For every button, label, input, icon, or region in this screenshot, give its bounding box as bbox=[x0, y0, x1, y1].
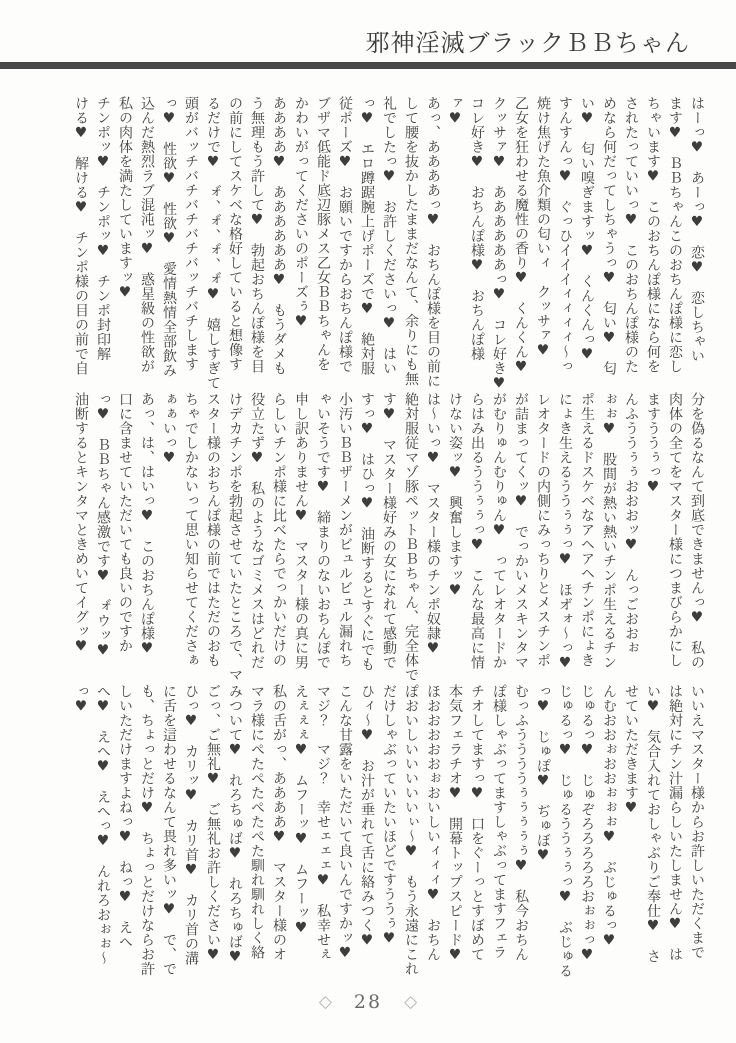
text-column: めなら何だってしちゃうっ♥ 匂い♥ 匂 bbox=[601, 96, 617, 376]
text-band-3 bbox=[40, 684, 708, 978]
text-column: んむおおぉおおぉぉぉ♥ ぶじゅるっ♥ bbox=[601, 684, 617, 949]
text-column: 込んだ熱烈ラブ混沌ッ♥ 惑星級の性欲が bbox=[139, 96, 155, 374]
text-column: 乙女を狂わせる魔性の香り♥ くんくん♥ bbox=[513, 96, 529, 376]
text-column: は～いっ♥ マスター様のチンポ奴隷♥ bbox=[425, 392, 441, 657]
text-column: は絶対にチン汁漏らしいたしません♥ は bbox=[667, 684, 683, 962]
text-column: レオタードの内側にみっちりとメスチンポ bbox=[535, 392, 551, 668]
text-area bbox=[0, 69, 736, 978]
text-column: だけしゃぶっていたいほどですううぅ♥ bbox=[381, 684, 397, 947]
text-column: が詰まってくッ♥ でっかいメスキンタマ bbox=[513, 392, 529, 670]
page-footer bbox=[0, 991, 736, 1013]
text-column: にょき生えるううぅぅっ♥ ほオ゙ォ～っ♥ bbox=[557, 392, 573, 672]
diamond-left-icon: ◇ bbox=[318, 991, 332, 1012]
text-column: 礼でしたっ♥ お許しくださいっ♥ はい bbox=[381, 96, 397, 376]
text-column: ちゃでしかないって思い知らせてくださぁ bbox=[183, 392, 199, 668]
text-column: スター様のおちんぽ様の前ではただのおも bbox=[205, 392, 221, 668]
text-column: ァ♥ bbox=[447, 96, 463, 127]
page-header bbox=[0, 0, 736, 62]
text-column: すっ♥ はひっ♥ 油断するとすぐにでも bbox=[359, 392, 375, 672]
text-column: へ♥ えへ♥ えへっ♥ んれろおぉぉ～ bbox=[95, 684, 111, 966]
text-column: 分を偽るなんて到底できませんっ♥ 私の bbox=[689, 392, 705, 670]
text-column: ポ生えるドスケベなアヘアヘチンポにょき bbox=[579, 392, 595, 668]
text-column: んふううぅぅおおおッ♥ んっごおおぉ bbox=[623, 392, 639, 655]
text-column: 油断するとキンタマときめいてイグッ♥ bbox=[73, 392, 89, 655]
text-column: むっふううううぅぅぅぅぅ♥ 私今おちん bbox=[513, 684, 529, 962]
text-column: 役立たず♥ 私のようなゴミメスはどれだ bbox=[249, 392, 265, 670]
text-column: 従ポーズ♥ お願いですからおちんぽ様で bbox=[337, 96, 353, 374]
text-column: ます♥ ＢＢちゃんこのおちんぽ様に恋し bbox=[667, 96, 683, 374]
page-number: 28 bbox=[353, 991, 383, 1013]
text-column: らしいチンポ様に比べたらでっかいだけの bbox=[271, 392, 287, 668]
text-column: マジ？ マジ？ 幸せェェェ♥ 私幸せぇ bbox=[315, 684, 331, 962]
text-column: い♥ 匂い嗅ぎますッ♥ くんくんっ♥ bbox=[579, 96, 595, 363]
text-column: う無理もう許して♥ 勃起おちんぽ様を目 bbox=[249, 96, 265, 374]
text-column: すんすんっ♥ ぐっひイイイィィィィ～っ bbox=[557, 96, 573, 374]
text-column: ぽおいしいいいいいぃ～♥ もう永遠にこれ bbox=[403, 684, 419, 976]
text-band-1 bbox=[40, 96, 708, 392]
text-column: っ♥ bbox=[73, 684, 89, 715]
text-column: 小汚いＢＢザーメンがビュルビュル漏れち bbox=[337, 392, 353, 668]
text-column: ひィ～♥ お汁が垂れて舌に絡みつく♥ bbox=[359, 684, 375, 949]
text-column: しいただけますよねっ♥ ねっ♥ えへ bbox=[117, 684, 133, 949]
text-column: チンポッ♥ チンポッ♥ チンポ封印解 bbox=[95, 96, 111, 361]
text-column: されたっていいっ♥ このおちんぽ様のた bbox=[623, 96, 639, 374]
text-column: マラ様にぺたぺたぺたぺた馴れ馴れしく絡 bbox=[249, 684, 265, 960]
text-column: るだけで♥ ォ゙、ォ゙、ォ゙、ォ゙♥ 嬉しすぎて bbox=[205, 96, 221, 390]
text-column: じゅるっ♥ じゅぞろろろろろおぉぉっ♥ bbox=[579, 684, 595, 964]
text-band-2 bbox=[40, 392, 708, 682]
text-column: っ♥ エロ蹲踞腕上げポーズで♥ 絶対服 bbox=[359, 96, 375, 376]
text-column: えぇぇぇ♥ ムフーッ♥ ムフーッ♥ bbox=[293, 684, 309, 937]
text-column: 私の肉体を満たしていますッ♥ bbox=[117, 96, 133, 301]
text-column: ける♥ 解ける♥ チンポ様の目の前で自 bbox=[73, 96, 89, 376]
text-column: みついて♥ れろちゅば♥ れろちゅば♥ bbox=[227, 684, 243, 966]
text-column: けデカチンポを勃起させていたところで、マ bbox=[227, 392, 243, 682]
text-column: っ♥ じゅぽ♥ ぢゅぼ♥ bbox=[535, 684, 551, 864]
text-column: 頭がバッチバチバチバチバッチバチします bbox=[183, 96, 199, 372]
text-column: も、ちょっとだけ♥ ちょっとだけならお許 bbox=[139, 684, 155, 976]
text-column: ブザマ低能ド底辺豚メス乙女ＢＢちゃんを bbox=[315, 96, 331, 372]
text-column: ちゃいます♥ このおちんぽ様になら何を bbox=[645, 96, 661, 374]
text-column: こんな甘露をいただいて良いんですかッ♥ bbox=[337, 684, 353, 962]
text-column: ごっ、ご無礼♥ ご無礼お許しください♥ bbox=[205, 684, 221, 964]
text-column: チオしてますっ♥ 口をぐーっとすぼめて bbox=[469, 684, 485, 962]
text-column: がむりゅんむりゅん♥ ってレオタードか bbox=[491, 392, 507, 670]
text-column: 肉体の全てをマスター様につまびらかにし bbox=[667, 392, 683, 668]
text-column: らはみ出るううぅぅっ♥ こんな最高に情 bbox=[469, 392, 485, 670]
text-column: ぽ様しゃぶってますしゃぶってますフェラ bbox=[491, 684, 507, 960]
text-column: 口に含ませていただいても良いのですか bbox=[117, 392, 133, 653]
text-column: い♥ 気合入れておしゃぶりご奉仕♥ さ bbox=[645, 684, 661, 964]
text-column: ひっ♥ カリッ♥ カリ首♥ カリ首の溝 bbox=[183, 684, 199, 966]
text-column: ますううぅっ♥ bbox=[645, 392, 661, 496]
text-column: 申し訳ありません♥ マスター様の真に男 bbox=[293, 392, 309, 670]
text-column: はーっ♥ あーっ♥ 恋♥ 恋しちゃい bbox=[689, 96, 705, 363]
text-column: じゅるっ♥ じゅるううぅぅっ♥ ぶじゅる bbox=[557, 684, 573, 978]
text-column: 本気フェラチオ♥ 開幕トップスピード♥ bbox=[447, 684, 463, 964]
text-column: クッサァ♥ ああああああっ♥ コレ好き♥ bbox=[491, 96, 507, 392]
text-column: して腰を抜かしたままだなんて、余りにも無 bbox=[403, 96, 419, 386]
text-column: ほおおおおおぉおいしいィィィ♥ おちん bbox=[425, 684, 441, 962]
text-column: 絶対服従マゾ豚ペットＢＢちゃん、完全体で bbox=[403, 392, 419, 682]
text-column: っ♥ ＢＢちゃん感激です♥ ォ゙ウッ♥ bbox=[95, 392, 111, 659]
text-column: けない姿ッ♥ 興奮しますッ♥ bbox=[447, 392, 463, 599]
header-rule bbox=[0, 62, 736, 69]
text-column: かわいがってくださいのポーズぅ♥ bbox=[293, 96, 309, 330]
text-column: ぁぁいっ♥ bbox=[161, 392, 177, 467]
text-column: 私の舌がっ、ああああ♥ マスター様のオ bbox=[271, 684, 287, 962]
text-column: あっ、は、はいっ♥ このおちんぽ様♥ bbox=[139, 392, 155, 657]
text-column: せていただきます♥ bbox=[623, 684, 639, 817]
text-column: あっ、ああああっ♥ おちんぽ様を目の前に bbox=[425, 96, 441, 388]
text-column: ゃいそうです♥ 締まりのないおちんぽで bbox=[315, 392, 331, 670]
text-column: 焼け焦げた魚介類の匂いィ クッサァ♥ bbox=[535, 96, 551, 359]
text-column: す♥ マスター様好みの女になれて感動で bbox=[381, 392, 397, 670]
diamond-right-icon: ◇ bbox=[404, 991, 418, 1012]
text-column: ああああ♥ ああああああ♥ もうダメも bbox=[271, 96, 287, 376]
page-title: 邪神淫滅ブラックＢＢちゃん bbox=[365, 29, 690, 57]
text-column: ぉぉ♥ 股間が熱い熱いチンポ生えるチン bbox=[601, 392, 617, 670]
text-column: に舌を這わせるなんて畏れ多いッ♥ で、で bbox=[161, 684, 177, 976]
text-column: の前にしてスケベな格好していると想像す bbox=[227, 96, 243, 372]
text-column: いいえマスター様からお許しいただくまで bbox=[689, 684, 705, 960]
text-column: コレ好き♥ おちんぽ様♥ おちんぽ様 bbox=[469, 96, 485, 361]
text-column: っ♥ 性欲♥ 性欲♥ 愛情熱情全部飲み bbox=[161, 96, 177, 378]
